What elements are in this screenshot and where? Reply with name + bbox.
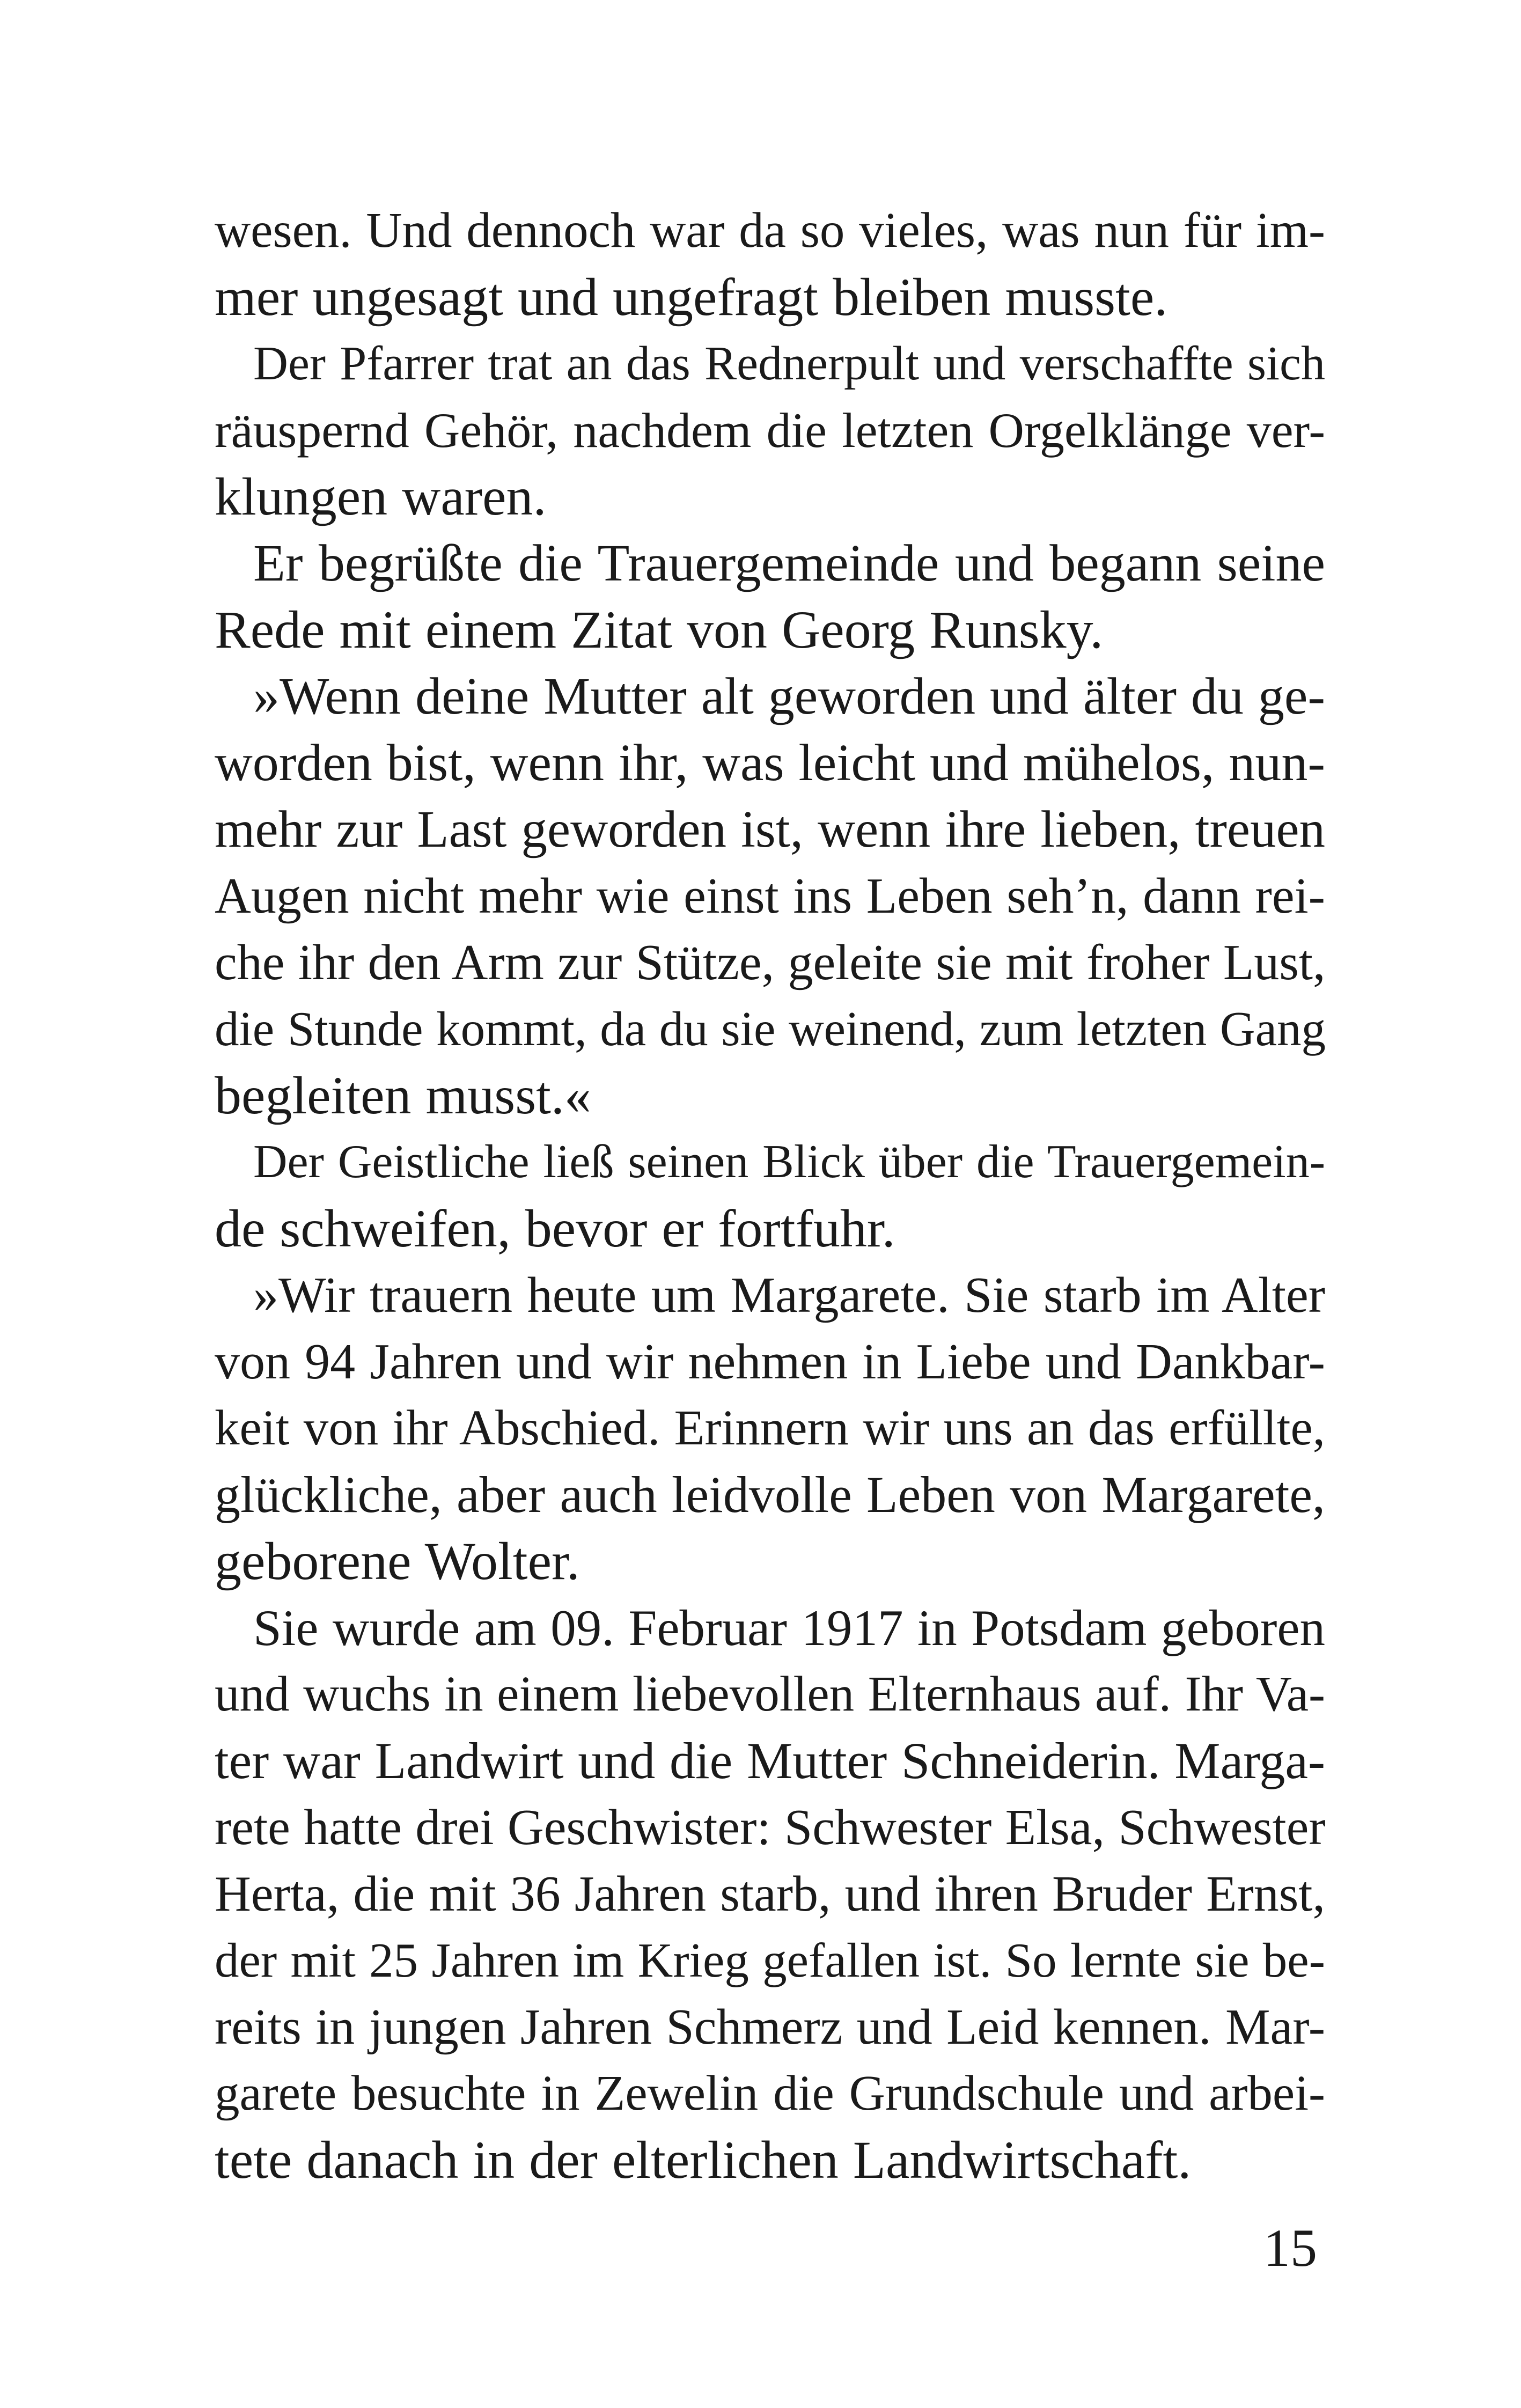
- text-line: Herta, die mit 36 Jahren starb, und ihren Bruder Ernst,: [215, 1866, 1325, 1922]
- text-line: räuspernd Gehör, nachdem die letzten Orgelklänge ver-: [215, 403, 1325, 458]
- text-line: tete danach in der elterlichen Landwirtschaft.: [215, 2130, 1192, 2190]
- text-line: Sie wurde am 09. Februar 1917 in Potsdam geboren: [253, 1599, 1325, 1656]
- text-line: ter war Landwirt und die Mutter Schneiderin. Marga-: [215, 1732, 1325, 1789]
- body-text: [215, 197, 1325, 2193]
- text-line: rete hatte drei Geschwister: Schwester Elsa, Schwester: [215, 1800, 1326, 1855]
- text-line: geborene Wolter.: [215, 1531, 580, 1591]
- text-line: mer ungesagt und ungefragt bleiben musste.: [215, 267, 1168, 327]
- text-line: Er begrüßte die Trauergemeinde und begann seine: [253, 534, 1325, 592]
- text-line: Augen nicht mehr wie einst ins Leben seh’n, dann rei-: [215, 868, 1325, 924]
- text-line: und wuchs in einem liebevollen Elternhaus auf. Ihr Va-: [215, 1666, 1325, 1722]
- text-line: wesen. Und dennoch war da so vieles, was nun für im-: [215, 203, 1325, 258]
- text-line: von 94 Jahren und wir nehmen in Liebe und Dankbar-: [215, 1334, 1325, 1390]
- text-line: Rede mit einem Zitat von Georg Runsky.: [215, 600, 1104, 659]
- page-number: 15: [1263, 2218, 1317, 2278]
- text-line: glückliche, aber auch leidvolle Leben von Margarete,: [215, 1466, 1325, 1523]
- text-line: klungen waren.: [215, 467, 547, 526]
- text-line: der mit 25 Jahren im Krieg gefallen ist. So lernte sie be-: [215, 1933, 1325, 1987]
- text-line: begleiten musst.«: [215, 1066, 591, 1125]
- text-line: »Wenn deine Mutter alt geworden und älter du ge-: [253, 667, 1325, 725]
- text-line: de schweifen, bevor er fortfuhr.: [215, 1199, 895, 1258]
- text-line: garete besuchte in Zewelin die Grundschule und arbei-: [215, 2066, 1325, 2121]
- text-line: die Stunde kommt, da du sie weinend, zum letzten Gang: [215, 1002, 1326, 1056]
- text-line: keit von ihr Abschied. Erinnern wir uns an das erfüllte,: [215, 1400, 1325, 1456]
- text-line: worden bist, wenn ihr, was leicht und mühelos, nun-: [215, 734, 1325, 792]
- text-line: reits in jungen Jahren Schmerz und Leid kennen. Mar-: [215, 1999, 1325, 2055]
- text-line: che ihr den Arm zur Stütze, geleite sie mit froher Lust,: [215, 935, 1326, 990]
- text-line: Der Geistliche ließ seinen Blick über die Trauergemein-: [253, 1136, 1325, 1188]
- text-line: »Wir trauern heute um Margarete. Sie starb im Alter: [253, 1267, 1325, 1323]
- text-line: mehr zur Last geworden ist, wenn ihre lieben, treuen: [215, 801, 1325, 858]
- text-line: Der Pfarrer trat an das Rednerpult und verschaffte sich: [253, 337, 1325, 390]
